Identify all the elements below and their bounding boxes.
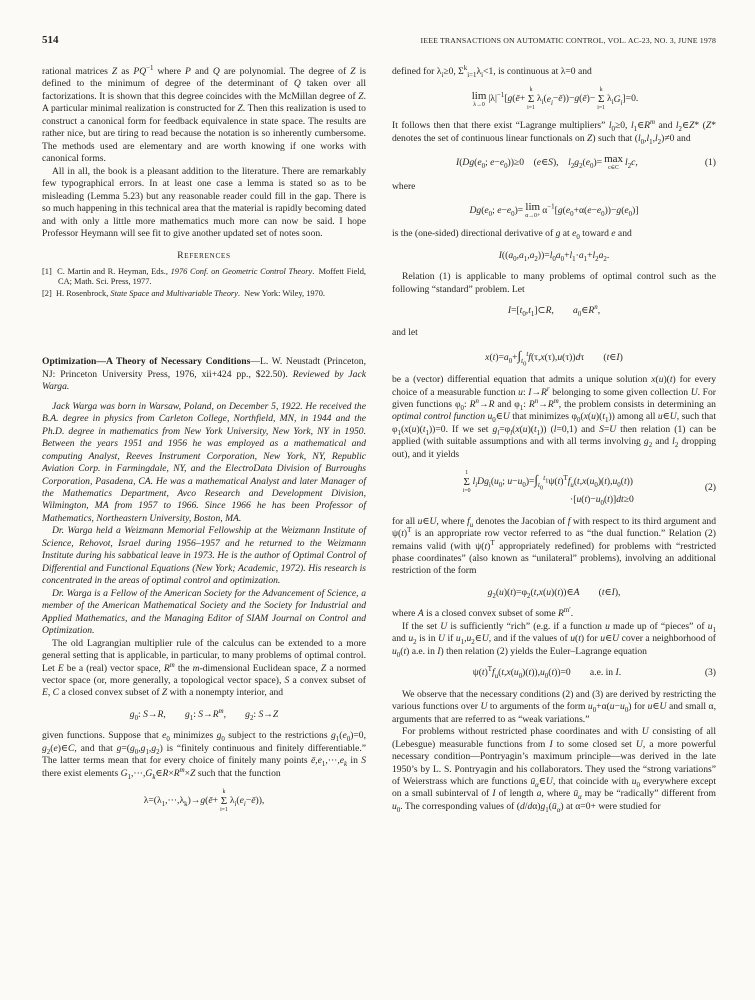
paragraph-we-observe: We observe that the necessary conditions (2) and (3) are derived by restricting the various functions over U to arguments of the form $u_0+\alpha(u-u_0)$ for u∈U and small α, arguments that are referred to as “weak variations.” bbox=[392, 688, 716, 725]
equation-body: $I(Dg(e_0$; $e-e_0))\ge 0$ (e∈S), $l_2g_2(e_0)=$ max c∈C $l_2c$, bbox=[456, 153, 638, 172]
paragraph-rational-matrices: rational matrices Z as $PQ^{-1}$ where P and Q are polynomial. The degree of Z is defined to the minimum of degree of the determinant of Q taken over all factorizations. It is shown that this degree coincides with the McMillan degree of Z. A particular minimal realization is constructed for Z. Then this realization is used to construct a canonical form for feedback equivalence in state space. The results are rather nice, but are tiring to read because the notation is so inherently cumbersome. The methods used are elementary and are worth knowing if one works with canonical forms. bbox=[42, 64, 367, 165]
paragraph-lagrange-multipliers: It follows then that there exist “Lagrange multipliers” $l_0\ge 0$, $l_1\in R^m$ and $l_2\in Z*$ (Z* denotes the set of continuous linear functionals on Z) such that $(l_0,l_1,l_2)\ne 0$ and bbox=[392, 119, 717, 146]
equation-state bbox=[392, 348, 716, 368]
paragraph-lagrangian: The old Lagrangian multiplier rule of the calculus can be extended to a more general setting that is applicable, in particular, to many problems of optimal control. Let E be a (real) vector space, $R^m$ the m-dimensional Euclidean space, Z a normed vector space (or, more generally, a topological vector space), S a convex subset of E, C a closed convex subset of Z with a nonempty interior, and bbox=[42, 637, 366, 699]
equation-body: $I((a_0,a_1,a_2))=l_0a_0+l_1\cdot a_1+l_2a_2$. bbox=[498, 249, 610, 263]
numbered-equation-1 bbox=[392, 154, 716, 171]
paragraph-pontryagin: For problems without restricted phase coordinates and with U consisting of all (Lebesgue) measurable functions from I to some closed set U, a more powerful necessary condition—Pontryagin’s maximum principle—was derived in the late 1950’s by L. S. Pontryagin and his collaborators. They used the “strong variations” of Weierstrass which are functions $ū_\alpha\in U$, that coincide with $u_0$ everywhere except on a small subinterval of I of length a, where $ū_\alpha$ may be “radically” different from $u_0$. The corresponding values of $(d/d\alpha)g_1(ū_\alpha)$ at α=0+ were studied for bbox=[392, 726, 717, 814]
paragraph-given-functions: given functions. Suppose that $e_0$ minimizes $g_0$ subject to the restrictions $g_1(e_0)=0$, $g_2(e)\in C$, and that $g=(g_0,g_1,g_2)$ is “finitely continuous and finitely differentiable.” The latter terms mean that for every choice of finitely many points $ē,e_1,\cdot\cdot\cdot,e_k$ in S there exist elements $G_1,\cdot\cdot\cdot,G_k\in R\times R^m\times Z$ such that the function bbox=[42, 730, 367, 781]
equation-body: $x(t)=a_0+\int_{t_0}^tf(\tau,x(\tau),u(\tau))d\tau$ (t∈I) bbox=[485, 348, 623, 368]
paragraph-vector-equation: be a (vector) differential equation that admits a unique solution x(u)(t) for every choice of a measurable function u: $I\to R^r$ belonging to some given collection U. For given functions $\varphi_0$: $R^n\to R$ and $\varphi_1$: $R^n\to R^m$, the problem consists in determining an optimal control function $u_0\in U$ that minimizes $\varphi_0(x(u)(t_1))$ among all u∈U, such that $\varphi_1(x(u)(t_1))=0$. If we set $g_l=\varphi_l(x(u)(t_1))$ (l=0,1) and S=U then relation (1) can be applied (with suitable assumptions and with all terms involving $g_2$ and $l_2$ dropping out), and it yields bbox=[392, 374, 716, 460]
biography-paragraph: Dr. Warga is a Fellow of the American Society for the Advancement of Science, a member of the American Mathematical Society and the Society for Industrial and Applied Mathematics, and the Managing Editor of SIAM Journal on Control and Optimization. bbox=[42, 587, 366, 637]
equation-body: $g_2(u)(t)=\varphi_2(t,x(u)(t))\in A$ (t∈I), bbox=[487, 586, 621, 600]
equation-number: (1) bbox=[704, 156, 716, 168]
paragraph-for-all-u: for all u∈U, where $f_u$ denotes the Jacobian of f with respect to its third argument and $\psi(t)^T$ is an appropriate row vector referred to as “the dual function.” Relation (2) remains valid (with $\psi(t)^T$ appropriately redefined) for problems with “restricted phase coordinates” (also known as “unilateral” problems), involving an additional restriction of the form bbox=[392, 515, 717, 577]
paragraph-defined-for: defined for $\lambda_i\ge 0$, $\Sigma^k_{i=1}\lambda_i<1$, is continuous at λ=0 and bbox=[392, 64, 592, 79]
paragraph-one-sided: is the (one-sided) directional derivative of g at $e_0$ toward e and bbox=[392, 228, 632, 242]
right-column bbox=[392, 66, 716, 822]
numbered-equation-2 bbox=[392, 470, 716, 506]
equation-directional-derivative bbox=[392, 202, 716, 219]
equation-lambda-function bbox=[42, 789, 366, 813]
biography-paragraph: Dr. Warga held a Weizmann Memorial Fellowship at the Weizmann Institute of Science, Rehovot, Israel during 1956–1957 and he returned to the Weizmann Institute during his sabbatical leave in 1973. He is the author of Optimal Control of Differential and Functional Equations (New York; Academic, 1972). His research is concentrated in the areas of optimal control and optimization. bbox=[42, 525, 366, 587]
equation-g-maps bbox=[42, 709, 366, 721]
equation-body: $Dg(e_0$; $e-e_0)=$ lim α→0+ $\alpha^{-1}[g(e_0+\alpha(e-e_0))-g(e_0)]$ bbox=[469, 201, 639, 219]
equation-phase-restriction bbox=[392, 587, 716, 599]
equation-body: $I=[t_0,t_1]\subset R$, $a_0\in R^n$, bbox=[507, 304, 601, 319]
equation-I-functional bbox=[392, 250, 716, 262]
reference-item: [1] C. Martin and R. Heyman, Eds., 1976 Conf. on Geometric Control Theory. Moffett Field, CA; Math. Sci. Press, 1977. bbox=[42, 266, 366, 287]
equation-number: (2) bbox=[704, 482, 716, 494]
numbered-equation-3 bbox=[392, 667, 716, 679]
equation-interval bbox=[392, 305, 716, 317]
equation-body: $\lambda=(\lambda_1,\cdot\cdot\cdot,\lambda_k)\to g(ē+$ k Σ i=1 $\lambda_i(e_i-ē)$), bbox=[143, 789, 265, 813]
reference-item: [2] H. Rosenbrock, State Space and Multivariable Theory. New York: Wiley, 1970. bbox=[42, 288, 325, 298]
section-gap bbox=[42, 300, 366, 356]
biography-paragraph: Jack Warga was born in Warsaw, Poland, on December 5, 1922. He received the B.A. degree in physics from Carleton College, Northfield, MN, in 1944 and the Ph.D. degree in mathematics from New York University, New York, NY in 1950. Between the years 1951 and 1956 he was employed as a mathematical and computing Analyst, Reeves Instrument Corporation, New York, NY, Republic Aviation Corp. in Farmingdale, NY, and the ElectroData Division of Burroughs Corporation, Pasadena, CA. He was a mathematical Analyst and later Manager of the Mathematics Department, Avco Research and Development Division, Wilmington, MA from 1957 to 1966. Since 1966 he has been Professor of Mathematics, Northeastern University, Boston, MA. bbox=[42, 400, 366, 524]
paragraph-where: where bbox=[392, 180, 416, 192]
review-title: Optimization—A Theory of Necessary Conditions—L. W. Neustadt (Princeton, NJ: Princeton University Press, 1976, xii+424 pp., $22.50). Reviewed by Jack Warga. bbox=[42, 356, 366, 393]
paragraph-rich-set: If the set U is sufficiently “rich” (e.g. if a function u made up of “pieces” of $u_1$ and $u_2$ is in U if $u_1,u_2\in U$, and if the values of u(t) for u∈U cover a neighborhood of $u_0(t)$ a.e. in I) then relation (2) yields the Euler–Lagrange equation bbox=[392, 620, 716, 659]
paragraph-relation-1: Relation (1) is applicable to many problems of optimal control such as the following “standard” problem. Let bbox=[392, 271, 716, 295]
paragraph-closed-convex: where A is a closed convex subset of some $R^{m'}$. bbox=[392, 607, 574, 620]
page-number: 514 bbox=[42, 34, 59, 46]
equation-body: $g_0$: S→R, $g_1$: $S\to R^m$, $g_2$: S→Z bbox=[129, 707, 279, 722]
references-heading: REFERENCES bbox=[177, 250, 231, 261]
two-column-layout bbox=[42, 66, 716, 822]
page-header bbox=[42, 34, 716, 46]
paragraph-all-in-all: All in all, the book is a pleasant addition to the literature. There are remarkably few typographical errors. In at least one case a lemma is stated so as to be misleading (Lemma 5.23) but any reasonable reader could fill in the gap. There is so much happening in this technical area that the material is rapidly becoming dated and with only a little more mathematics much more can now be said. I hope Professor Heymann will see fit to give another updated set of notes soon. bbox=[42, 165, 366, 240]
journal-title: IEEE TRANSACTIONS ON AUTOMATIC CONTROL, VOL. AC-23, NO. 3, JUNE 1978 bbox=[420, 36, 716, 45]
equation-number: (3) bbox=[704, 667, 716, 679]
equation-body: lim λ→0 $|\lambda|^{-1}[g(ē+$ k Σ i=1 $\lambda_i(e_i-ē))-g(ē)-$ k Σ i=1 $\lambda_iG_i]=0$. bbox=[471, 87, 639, 111]
equation-limit bbox=[392, 87, 716, 111]
equation-body: $\psi(t)^Tf_u(t,x(u_0)(t)),u_0(t))=0$ a.e. in I. bbox=[472, 666, 622, 681]
paragraph-and-let: and let bbox=[392, 326, 418, 338]
left-column bbox=[42, 66, 366, 822]
equation-body: 1 Σ i=0 $l_iDg_i(u_0$; $u-u_0)=\int_{t_0}^{t_1}\psi(t)^Tf_u(t,x(u_0)(t),u_0(t))$ $\cdot[u(t)-u_0(t)]dt\ge 0$ bbox=[462, 470, 634, 508]
